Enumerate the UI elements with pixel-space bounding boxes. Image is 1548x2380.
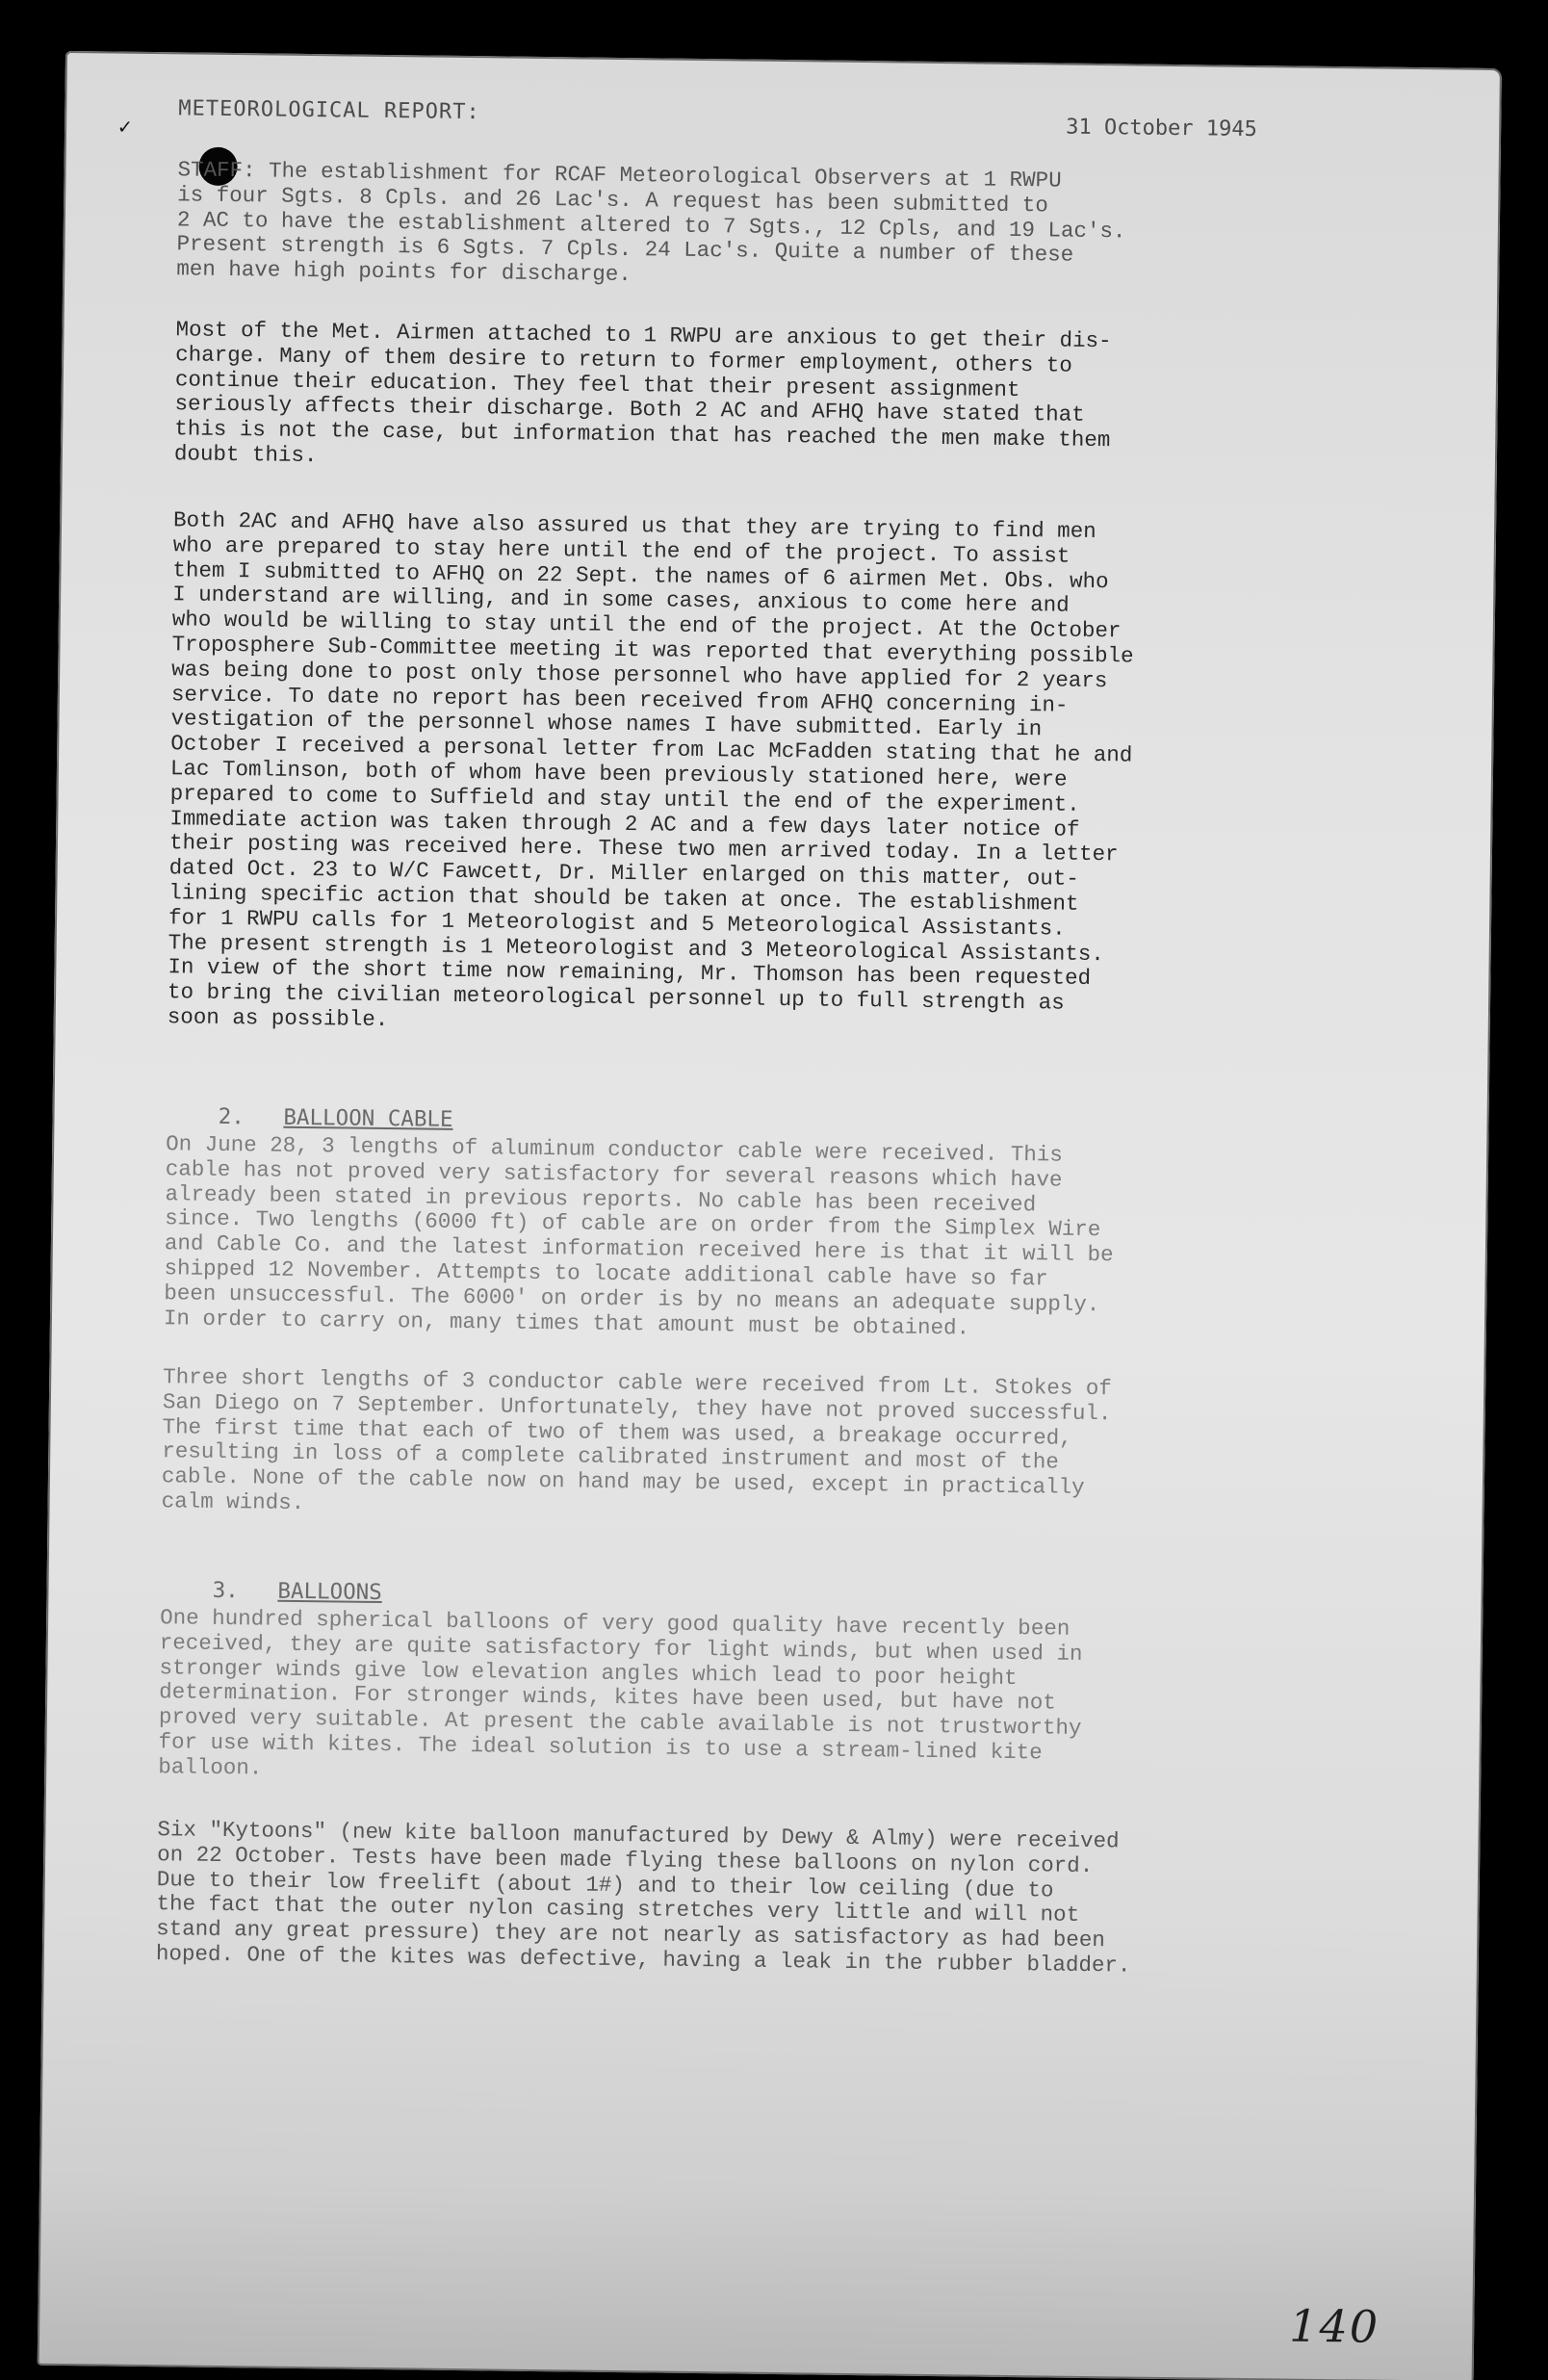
staff-paragraph: STAFF: The establishment for RCAF Meteorological Observers at 1 RWPU is four Sgts. 8 Cpls. and 26 Lac's. A request has been submitted to 2 AC to have the establishment altered to 7 Sgts., 12 Cpls, and 19 Lac's. Present strength is 6 Sgts. 7 Cpls. 24 Lac's. Quite a number of these men have high points for discharge. [176,157,1126,288]
balloon-cable-paragraph-2: Three short lengths of 3 conductor cable were received from Lt. Stokes of San Diego on 7 September. Unfortunately, they have not proved successful. The first time that each of two of them was used, a breakage occurred, resulting in loss of a complete calibrated instrument and most of the cable. None of the cable now on hand may be used, except in practically calm winds. [161,1364,1112,1516]
document-page [38,51,1502,2380]
handwritten-page-number: 140 [1288,2299,1380,2353]
discharge-paragraph: Most of the Met. Airmen attached to 1 RWPU are anxious to get their dis- charge. Many of them desire to return to former employment, others to continue their education. They feel that their present assignment seriously affects their discharge. Both 2 AC and AFHQ have stated that this is not the case, but information that has reached the men make them doubt this. [173,317,1112,469]
margin-tick-mark: ✓ [117,115,132,140]
balloon-cable-paragraph-1: On June 28, 3 lengths of aluminum conductor cable were received. This cable has not proved very satisfactory for several reasons which have already been stated in previous reports. No cable has been received since. Two lengths (6000 ft) of cable are on order from the Simplex Wire and Cable Co. and the latest information received here is that it will be shipped 12 November. Attempts to locate additional cable have so far been unsuccessful. The 6000' on order is by no means an adequate supply. In order to carry on, many times that amount must be obtained. [163,1131,1114,1341]
report-title: METEOROLOGICAL REPORT: [178,96,480,125]
report-date: 31 October 1945 [1066,115,1257,142]
section-number: 3. [212,1577,239,1604]
balloons-paragraph-1: One hundred spherical balloons of very good quality have recently been received, they are quite satisfactory for light winds, but when used in stronger winds give low elevation angles which lead to poor height determination. For stronger winds, kites have been used, but have not proved very suitable. At present the cable available is not trustworthy for use with kites. The ideal solution is to use a stream-lined kite balloon. [158,1605,1083,1781]
section-title: BALLOON CABLE [283,1104,453,1132]
section-number: 2. [218,1103,245,1130]
assurance-paragraph: Both 2AC and AFHQ have also assured us that they are trying to find men who are prepared to stay here until the end of the project. To assist them I submitted to AFHQ on 22 Sept. the names of 6 airmen Met. Obs. who I understand are willing, and in some cases, anxious to come here and who would be willing to stay until the end of the project. At the October Troposphere Sub-Committee meeting it was reported that everything possible was being done to post only those personnel who have applied for 2 years service. To date no report has been received from AFHQ concerning in- vestigation of the personnel whose names I have submitted. Early in October I received a personal letter from Lac McFadden stating that he and Lac Tomlinson, both of whom have been previously stationed here, were prepared to come to Suffield and stay until the end of the experiment. Immediate action was taken through 2 AC and a few days later notice of their posting was received here. These two men arrived today. In a letter dated Oct. 23 to W/C Fawcett, Dr. Miller enlarged on this matter, out- lining specific action that should be taken at once. The establishment for 1 RWPU calls for 1 Meteorologist and 5 Meteorological Assistants. The present strength is 1 Meteorologist and 3 Meteorological Assistants. In view of the short time now remaining, Mr. Thomson has been requested to bring the civilian meteorological personnel up to full strength as soon as possible. [167,507,1134,1032]
balloons-paragraph-2: Six "Kytoons" (new kite balloon manufactured by Dewy & Almy) were received on 22 October. Tests have been made flying these balloons on nylon cord. Due to their low freelift (about 1#) and to their low ceiling (due to the fact that the outer nylon casing stretches very little and will not stand any great pressure) they are not nearly as satisfactory as had been hoped. One of the kites was defective, having a leak in the rubber bladder. [155,1817,1131,1979]
section-title: BALLOONS [277,1578,382,1606]
